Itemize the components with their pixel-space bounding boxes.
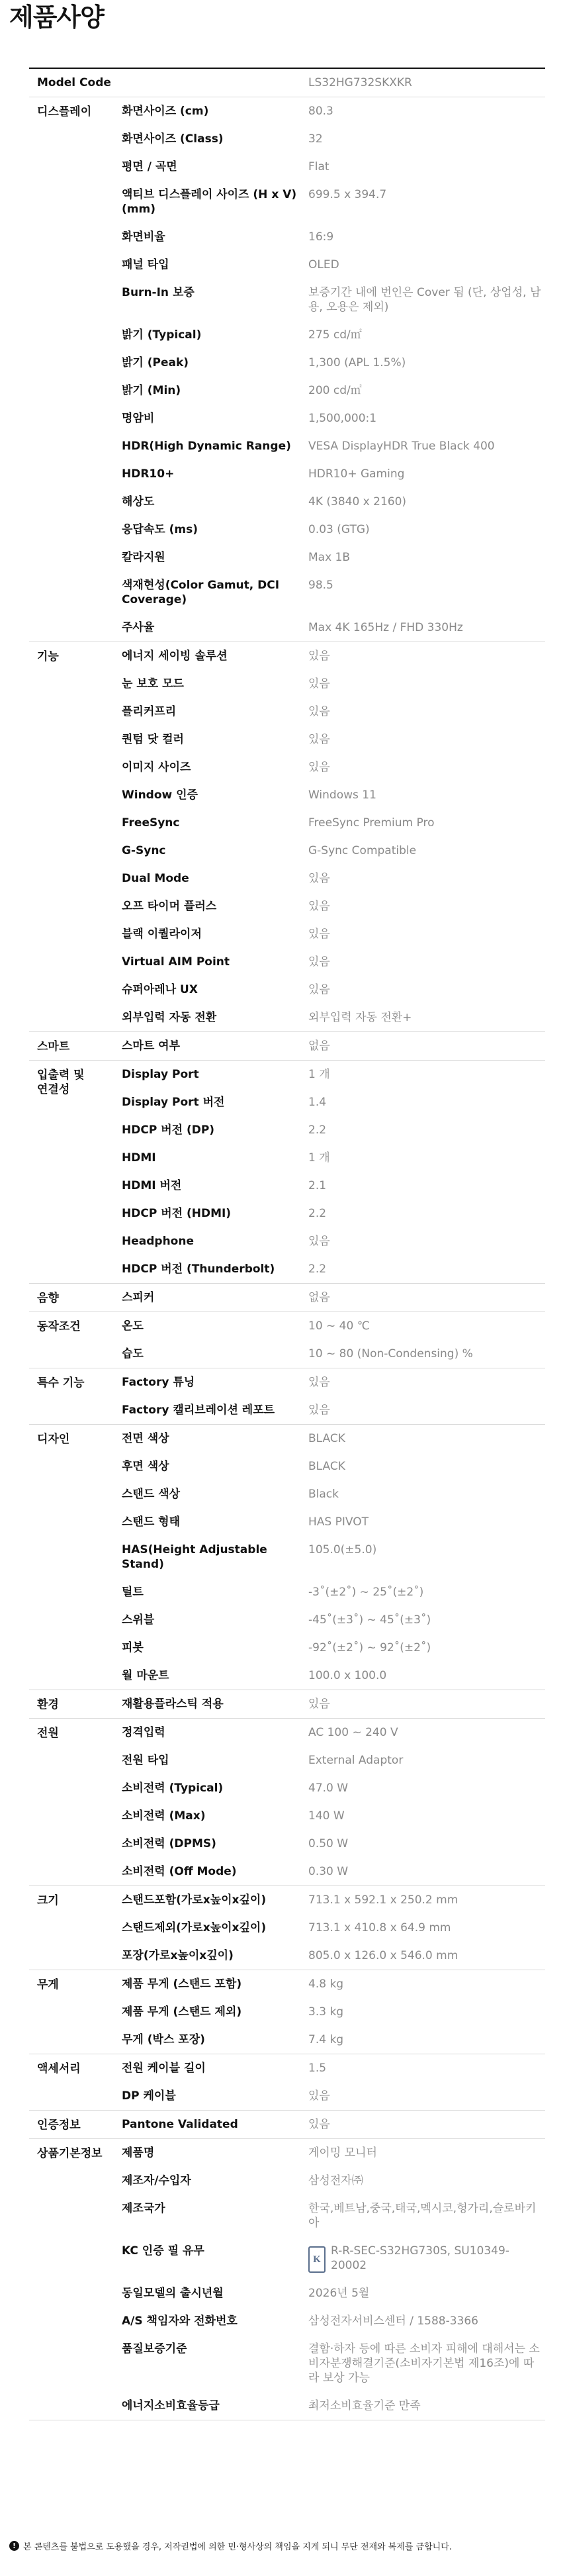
spec-label: 전원 타입 [122,1754,169,1767]
spec-row [122,1340,545,1368]
spec-group [29,1061,545,1284]
spec-rows [122,1690,545,1718]
spec-row [122,1172,545,1200]
spec-row [122,1061,545,1088]
spec-row [122,460,545,488]
spec-row [122,670,545,698]
spec-value: 결함·하자 등에 따른 소비자 피해에 대해서는 소비자분쟁해결기준(소비자기본법 제16조)에 따라 보상 가능 [308,2342,540,2385]
spec-row [122,1004,545,1031]
spec-label: 품질보증기준 [122,2342,187,2356]
spec-row [122,2195,545,2237]
spec-row [122,125,545,153]
spec-value: 2.1 [308,1179,327,1192]
spec-row [122,2279,545,2307]
spec-label: 주사율 [122,621,155,634]
spec-label: 퀀텀 닷 컬러 [122,733,184,746]
spec-label: KC 인증 필 유무 [122,2244,204,2258]
spec-value: -92˚(±2˚) ~ 92˚(±2˚) [308,1641,431,1654]
spec-row [122,1719,545,1746]
spec-label: 후면 색상 [122,1460,169,1473]
spec-label: 스탠드제외(가로x높이x깊이) [122,1921,267,1934]
spec-value: Max 4K 165Hz / FHD 330Hz [308,621,463,634]
spec-group [29,1425,545,1690]
spec-row [122,2054,545,2082]
spec-label: 플리커프리 [122,705,177,718]
spec-label: 눈 보호 모드 [122,677,184,691]
spec-label: HDMI 버전 [122,1179,182,1192]
copyright-text: 본 콘텐츠를 불법으로 도용했을 경우, 저작권법에 의한 민·형사상의 책임을 지게 되니 무단 전재와 복제를 금합니다. [23,2542,452,2552]
spec-label: 패널 타입 [122,258,169,271]
spec-category: 전원 [37,1727,59,1740]
spec-group [29,2139,545,2420]
spec-value: 있음 [308,677,330,691]
spec-row [122,1802,545,1830]
spec-row [122,865,545,892]
spec-value: 있음 [308,983,330,996]
spec-row [122,2111,545,2138]
spec-label: 온도 [122,1319,144,1333]
spec-value: 713.1 x 410.8 x 64.9 mm [308,1921,451,1934]
spec-row [122,1284,545,1312]
spec-value: 있음 [308,1404,330,1417]
copyright-notice [9,2540,558,2552]
spec-label: Burn-In 보증 [122,286,195,299]
spec-row [122,642,545,670]
spec-label: 제조자/수입자 [122,2174,191,2187]
spec-value: 805.0 x 126.0 x 546.0 mm [308,1949,459,1962]
spec-label: HAS(Height Adjustable Stand) [122,1543,267,1571]
spec-label: 정격입력 [122,1726,165,1739]
spec-label: Factory 튜닝 [122,1376,195,1389]
spec-row [122,405,545,432]
spec-label: HDCP 버전 (DP) [122,1123,215,1137]
spec-label: 화면사이즈 (Class) [122,132,224,146]
spec-value: 있음 [308,2089,330,2103]
spec-category: 액세서리 [37,2062,81,2075]
spec-value: 713.1 x 592.1 x 250.2 mm [308,1893,459,1907]
spec-rows [122,2111,545,2138]
spec-label: Display Port 버전 [122,1096,225,1109]
spec-value: 1,500,000:1 [308,412,377,425]
spec-label: 화면사이즈 (cm) [122,105,209,118]
spec-group [29,1312,545,1368]
spec-row [122,781,545,809]
spec-label: 스위블 [122,1613,155,1627]
spec-row [122,809,545,837]
spec-label: 전원 케이블 길이 [122,2062,206,2075]
spec-group [29,2054,545,2111]
spec-value: 있음 [308,2118,330,2131]
spec-value: 2.2 [308,1207,327,1220]
spec-label: 평면 / 곡면 [122,160,177,173]
spec-row [122,2167,545,2195]
spec-row [122,2392,545,2420]
spec-value: 삼성전자㈜ [308,2174,363,2187]
spec-label: 칼라지원 [122,551,165,564]
spec-label: 소비전력 (Max) [122,1809,206,1823]
spec-row [122,1774,545,1802]
spec-category: 기능 [37,650,59,663]
model-code-value: LS32HG732SKXKR [308,76,412,89]
spec-value: 2.2 [308,1123,327,1137]
spec-value: 있음 [308,955,330,969]
spec-row [122,2335,545,2392]
spec-value: Max 1B [308,551,351,564]
spec-value: BLACK [308,1460,345,1473]
spec-rows [122,1886,545,1970]
spec-row [122,1606,545,1634]
spec-category: 음향 [37,1292,59,1305]
spec-row [122,1634,545,1662]
spec-label: Display Port [122,1068,199,1081]
spec-value: External Adaptor [308,1754,404,1767]
spec-row [122,1368,545,1396]
spec-category: 동작조건 [37,1320,81,1333]
spec-value: 2.2 [308,1263,327,1276]
spec-row [122,1886,545,1914]
spec-rows [122,642,545,1031]
spec-label: HDMI [122,1151,156,1165]
spec-value: 10 ~ 80 (Non-Condensing) % [308,1347,473,1360]
spec-row [122,753,545,781]
spec-label: 에너지 세이빙 솔루션 [122,649,228,663]
spec-value: 100.0 x 100.0 [308,1669,387,1682]
spec-label: 스마트 여부 [122,1039,181,1053]
spec-label: 제품 무게 (스탠드 포함) [122,1978,242,1991]
spec-value: 있음 [308,928,330,941]
spec-category: 디스플레이 [37,105,92,119]
spec-value: 47.0 W [308,1782,349,1795]
spec-value: 있음 [308,1376,330,1389]
spec-value: 1.5 [308,2062,327,2075]
spec-label: 재활용플라스틱 적용 [122,1697,224,1711]
spec-row [122,1088,545,1116]
spec-row [122,1453,545,1480]
spec-group [29,1886,545,1970]
spec-row [122,2026,545,2054]
spec-category: 특수 기능 [37,1376,85,1390]
spec-label: HDCP 버전 (Thunderbolt) [122,1263,275,1276]
spec-row [122,1396,545,1424]
spec-label: FreeSync [122,816,180,830]
spec-row [122,2307,545,2335]
spec-row [122,1536,545,1578]
spec-rows [122,97,545,642]
spec-value: -3˚(±2˚) ~ 25˚(±2˚) [308,1586,424,1599]
spec-value: HAS PIVOT [308,1515,369,1529]
spec-label: 블랙 이퀄라이저 [122,928,202,941]
spec-label: 오프 타이머 플러스 [122,900,217,913]
spec-value: 80.3 [308,105,333,118]
spec-label: 습도 [122,1347,144,1360]
spec-value: 10 ~ 40 ℃ [308,1319,370,1333]
spec-rows [122,2139,545,2420]
spec-category: 환경 [37,1698,59,1711]
spec-value: R-R-SEC-S32HG730S, SU10349-20002 [331,2244,509,2272]
spec-row [122,976,545,1004]
spec-label: Dual Mode [122,872,189,885]
spec-value: 한국,베트남,중국,태국,멕시코,헝가리,슬로바키아 [308,2202,537,2230]
spec-value: 3.3 kg [308,2005,344,2019]
spec-rows [122,2054,545,2110]
spec-row [122,1144,545,1172]
spec-row [122,97,545,125]
spec-value: G-Sync Compatible [308,844,417,857]
spec-value: 4.8 kg [308,1978,344,1991]
spec-value: 있음 [308,705,330,718]
spec-row [122,1578,545,1606]
spec-row [122,837,545,865]
spec-row [122,892,545,920]
spec-label: Pantone Validated [122,2118,238,2131]
spec-group [29,1032,545,1061]
spec-value: VESA DisplayHDR True Black 400 [308,440,495,453]
spec-group [29,1690,545,1719]
spec-row [122,948,545,976]
kc-mark-icon: K [308,2246,326,2273]
spec-value: 2026년 5월 [308,2287,370,2300]
spec-label: 이미지 사이즈 [122,761,191,774]
spec-label: 동일모델의 출시년월 [122,2287,224,2300]
spec-value: OLED [308,258,339,271]
spec-group [29,1284,545,1312]
spec-label: 포장(가로x높이x깊이) [122,1949,234,1962]
spec-row [122,1970,545,1998]
spec-value: FreeSync Premium Pro [308,816,435,830]
spec-value: 200 cd/㎡ [308,384,362,397]
spec-row [122,1200,545,1227]
spec-row [122,571,545,614]
spec-row [122,1746,545,1774]
spec-label: 스피커 [122,1291,155,1304]
spec-label: 소비전력 (Off Mode) [122,1865,237,1878]
page-title: 제품사양 [9,3,104,32]
spec-value: Flat [308,160,329,173]
spec-row [122,153,545,181]
spec-row [122,1312,545,1340]
spec-row [122,1914,545,1942]
spec-row [122,614,545,642]
spec-value: 699.5 x 394.7 [308,188,387,201]
spec-label: 소비전력 (Typical) [122,1782,224,1795]
spec-value: 105.0(±5.0) [308,1543,377,1556]
spec-row [122,544,545,571]
spec-label: DP 케이블 [122,2089,176,2103]
spec-value: 1,300 (APL 1.5%) [308,356,406,369]
spec-row [122,1425,545,1453]
spec-value: 최저소비효율기준 만족 [308,2399,421,2412]
exclamation-icon: ! [9,2541,19,2551]
spec-value: BLACK [308,1432,345,1445]
spec-row [122,1508,545,1536]
spec-label: 전면 색상 [122,1432,169,1445]
spec-row [122,251,545,279]
spec-rows [122,1061,545,1283]
spec-category: 크기 [37,1894,59,1907]
spec-label: Window 인증 [122,788,198,802]
spec-value: 게이밍 모니터 [308,2146,377,2160]
spec-group [29,97,545,642]
spec-label: HDCP 버전 (HDMI) [122,1207,232,1220]
spec-rows [122,1284,545,1312]
spec-value: 275 cd/㎡ [308,328,362,342]
spec-label: 해상도 [122,495,155,508]
spec-group [29,2111,545,2139]
spec-value: 없음 [308,1291,330,1304]
spec-label: 응답속도 (ms) [122,523,198,536]
spec-row [122,1942,545,1970]
spec-category: 상품기본정보 [37,2147,103,2160]
spec-label: 월 마운트 [122,1669,169,1682]
spec-label: 소비전력 (DPMS) [122,1837,216,1850]
spec-value: 있음 [308,1235,330,1248]
spec-value: 7.4 kg [308,2033,344,2046]
spec-value: Black [308,1488,339,1501]
spec-label: 틸트 [122,1586,144,1599]
spec-row [122,1662,545,1690]
spec-row [122,279,545,321]
spec-row [122,920,545,948]
spec-value: 16:9 [308,230,334,244]
spec-category: 스마트 [37,1040,70,1053]
spec-label: 제조국가 [122,2202,165,2215]
spec-value: 보증기간 내에 번인은 Cover 됨 (단, 상업성, 남용, 오용은 제외) [308,286,541,314]
spec-row [122,1858,545,1885]
spec-rows [122,1719,545,1885]
spec-group [29,642,545,1032]
spec-value: 0.50 W [308,1837,349,1850]
spec-row [122,1116,545,1144]
spec-label: 피봇 [122,1641,144,1654]
spec-row [122,488,545,516]
spec-label: 화면비율 [122,230,165,244]
spec-rows [122,1970,545,2054]
spec-row [122,2237,545,2279]
spec-row [122,321,545,349]
spec-label: 무게 (박스 포장) [122,2033,205,2046]
spec-label: Headphone [122,1235,194,1248]
spec-value: Windows 11 [308,788,376,802]
spec-value: 있음 [308,872,330,885]
spec-value: 140 W [308,1809,345,1823]
spec-value: AC 100 ~ 240 V [308,1726,398,1739]
spec-label: 색재현성(Color Gamut, DCI Coverage) [122,579,280,606]
spec-label: 밝기 (Typical) [122,328,202,342]
spec-group [29,1970,545,2054]
spec-row [122,1227,545,1255]
spec-value: 32 [308,132,323,146]
spec-value: 있음 [308,900,330,913]
spec-value: 있음 [308,1697,330,1711]
spec-label: 밝기 (Min) [122,384,181,397]
spec-label: 스탠드 형태 [122,1515,181,1529]
spec-value: -45˚(±3˚) ~ 45˚(±3˚) [308,1613,431,1627]
spec-group [29,1368,545,1425]
model-code-row [29,69,545,97]
spec-rows [122,1032,545,1060]
spec-value: 0.03 (GTG) [308,523,370,536]
spec-row [122,1255,545,1283]
spec-value: HDR10+ Gaming [308,467,405,481]
spec-row [122,223,545,251]
spec-category: 인증정보 [37,2119,81,2132]
spec-rows [122,1368,545,1424]
spec-rows [122,1425,545,1690]
spec-label: 명암비 [122,412,155,425]
spec-value: 있음 [308,761,330,774]
spec-row [122,726,545,753]
spec-label: 제품 무게 (스탠드 제외) [122,2005,242,2019]
spec-row [122,2082,545,2110]
spec-label: 외부입력 자동 전환 [122,1011,217,1024]
spec-row [122,516,545,544]
spec-value: 0.30 W [308,1865,349,1878]
spec-row [122,1690,545,1718]
model-code-label: Model Code [37,76,111,89]
spec-label: A/S 책임자와 전화번호 [122,2314,238,2328]
spec-row [122,698,545,726]
spec-label: HDR10+ [122,467,175,481]
spec-value: 있음 [308,649,330,663]
spec-label: Factory 캘리브레이션 레포트 [122,1404,275,1417]
spec-rows [122,1312,545,1368]
spec-row [122,349,545,377]
spec-row [122,1830,545,1858]
spec-row [122,1032,545,1060]
spec-value: 1.4 [308,1096,327,1109]
spec-label: 밝기 (Peak) [122,356,189,369]
spec-row [122,181,545,223]
spec-label: 에너지소비효율등급 [122,2399,220,2412]
spec-row [122,377,545,405]
spec-label: 액티브 디스플레이 사이즈 (H x V) (mm) [122,188,297,216]
spec-value: 외부입력 자동 전환+ [308,1011,412,1024]
spec-value: 1 개 [308,1068,330,1081]
spec-label: 스탠드 색상 [122,1488,181,1501]
kc-certification [308,2244,545,2273]
spec-table [29,68,545,2420]
spec-row [122,1480,545,1508]
spec-category: 무게 [37,1978,59,1991]
spec-value: 1 개 [308,1151,330,1165]
spec-row [122,1998,545,2026]
spec-label: 제품명 [122,2146,155,2160]
spec-label: G-Sync [122,844,166,857]
spec-label: Virtual AIM Point [122,955,230,969]
spec-value: 4K (3840 x 2160) [308,495,407,508]
spec-value: 있음 [308,733,330,746]
spec-category: 디자인 [37,1433,70,1446]
spec-value: 없음 [308,1039,330,1053]
spec-value: 98.5 [308,579,333,592]
spec-group [29,1719,545,1886]
spec-label: 스탠드포함(가로x높이x깊이) [122,1893,267,1907]
spec-row [122,432,545,460]
spec-label: 슈퍼아레나 UX [122,983,198,996]
spec-value: 삼성전자서비스센터 / 1588-3366 [308,2314,478,2328]
spec-label: HDR(High Dynamic Range) [122,440,291,453]
spec-category: 입출력 및 연결성 [37,1069,85,1096]
spec-row [122,2139,545,2167]
